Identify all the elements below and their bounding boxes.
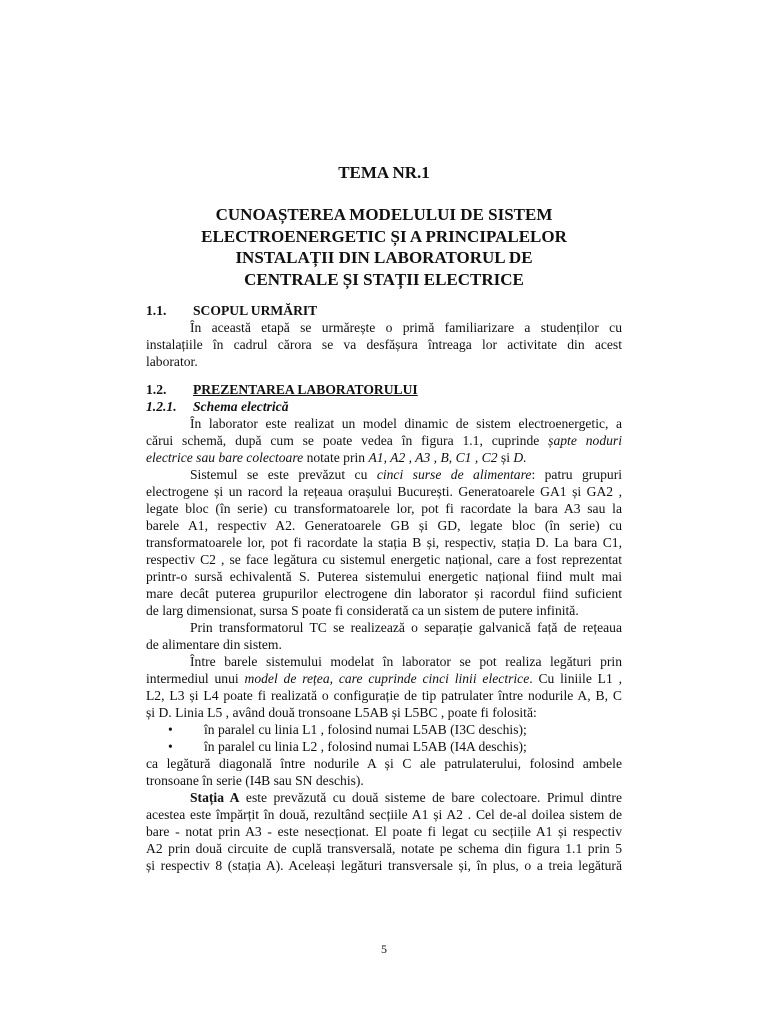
paragraph-line: printr-o sursă echivalentă S. Puterea sistemului energetic național fiind mult mai [146, 569, 622, 584]
subtitle-line: ELECTROENERGETIC ȘI A PRINCIPALELOR [201, 226, 567, 246]
paragraph-line: ca legătură diagonală între nodurile A și C ale patrulaterului, folosind ambele [146, 756, 622, 771]
paragraph-line: intermediul unui model de rețea, care cuprinde cinci linii electrice. Cu liniile L1 , [146, 671, 623, 686]
subsection-heading-1-2-1 [146, 398, 622, 415]
section-number: 1.2.1. [146, 399, 177, 414]
paragraph-line: În laborator este realizat un model dinamic de sistem electroenergetic, a [190, 416, 622, 431]
paragraph-line: În această etapă se urmărește o primă familiarizare a studenților cu [190, 320, 622, 335]
paragraph-line: A2 prin două circuite de cuplă transversală, notate pe schema din figura 1.1 prin 5 [146, 841, 622, 856]
paragraph-line: acestea este împărțit în două, rezultând secțiile A1 și A2 . Cel de-al doilea sistem de [146, 807, 622, 822]
paragraph-line: cărui schemă, după cum se poate vedea în figura 1.1, cuprinde șapte noduri [146, 433, 622, 448]
bullet-icon: • [168, 739, 173, 754]
section-number: 1.2. [146, 382, 167, 397]
paragraph-line: L2, L3 și L4 poate fi realizată o configurație de tip patrulater între nodurile A, B, C [146, 688, 622, 703]
list-item: • în paralel cu linia L2 , folosind numai L5AB (I4A deschis); [168, 739, 527, 754]
paragraph-line: de alimentare din sistem. [146, 637, 282, 652]
paragraph-line: laborator. [146, 354, 198, 369]
section-title: Schema electrică [193, 399, 289, 414]
paragraph-line: și D. Linia L5 , având două tronsoane L5AB și L5BC , poate fi folosită: [146, 705, 537, 720]
paragraph-line: de larg dimensionat, sursa S poate fi considerată ca un sistem de putere infinită. [146, 603, 579, 618]
paragraph-line: electrogene și un racord la rețeaua orașului București. Generatoarele GA1 și GA2 , [146, 484, 622, 499]
paragraph-line: electrice sau bare colectoare notate prin A1, A2 , A3 , B, C1 , C2 și D. [146, 450, 527, 465]
paragraph-line: mare decât puterea grupurilor electrogene din laborator și racordul fiind suficient [146, 586, 622, 601]
paragraph-line: tronsoane în serie (I4B sau SN deschis). [146, 773, 364, 788]
paragraph-line: Prin transformatorul TC se realizează o separație galvanică față de rețeaua [190, 620, 622, 635]
document-title: TEMA NR.1 [338, 163, 430, 182]
paragraph-line: transformatoarele lor, pot fi racordate la stația B și, respectiv, stația D. La bara C1, [146, 535, 622, 550]
section-heading-1-2 [146, 381, 622, 398]
section-title: PREZENTAREA LABORATORULUI [193, 382, 418, 397]
paragraph-line: Între barele sistemului modelat în laborator se pot realiza legături prin [190, 654, 622, 669]
section-title: SCOPUL URMĂRIT [193, 303, 318, 318]
paragraph-line: bare - notat prin A3 - este nesecționat. El poate fi legat cu secțiile A1 și respectiv [146, 824, 622, 839]
section-heading-1-1 [146, 302, 622, 319]
paragraph-line: Stația A este prevăzută cu două sisteme de bare colectoare. Primul dintre [190, 790, 622, 805]
paragraph-line: respectiv C2 , se face legătura cu sistemul energetic național, care a fost reprezentat [146, 552, 622, 567]
section-number: 1.1. [146, 303, 167, 318]
paragraph-line: și respectiv 8 (stația A). Aceleași legături transversale și, în plus, o a treia legătură [146, 858, 622, 873]
subtitle-line: INSTALAȚII DIN LABORATORUL DE [235, 248, 533, 267]
paragraph-line: legate bloc (în serie) cu transformatoarele lor, pot fi racordate la bara A3 sau la [146, 501, 622, 516]
document-subtitle [0, 204, 768, 290]
list-item: • în paralel cu linia L1 , folosind numai L5AB (I3C deschis); [168, 722, 527, 737]
paragraph-line: barele A1, respectiv A2. Generatoarele GB și GD, legate bloc (în serie) cu [146, 518, 622, 533]
subtitle-line: CUNOAȘTEREA MODELULUI DE SISTEM [215, 205, 553, 224]
bullet-icon: • [168, 722, 173, 737]
paragraph-line: instalațiile în cadrul cărora se va desfășura întreaga lor activitate din acest [146, 337, 622, 352]
paragraph-line: Sistemul se este prevăzut cu cinci surse de alimentare: patru grupuri [190, 467, 623, 482]
subtitle-line: CENTRALE ȘI STAȚII ELECTRICE [244, 269, 524, 289]
page-number: 5 [381, 942, 387, 956]
